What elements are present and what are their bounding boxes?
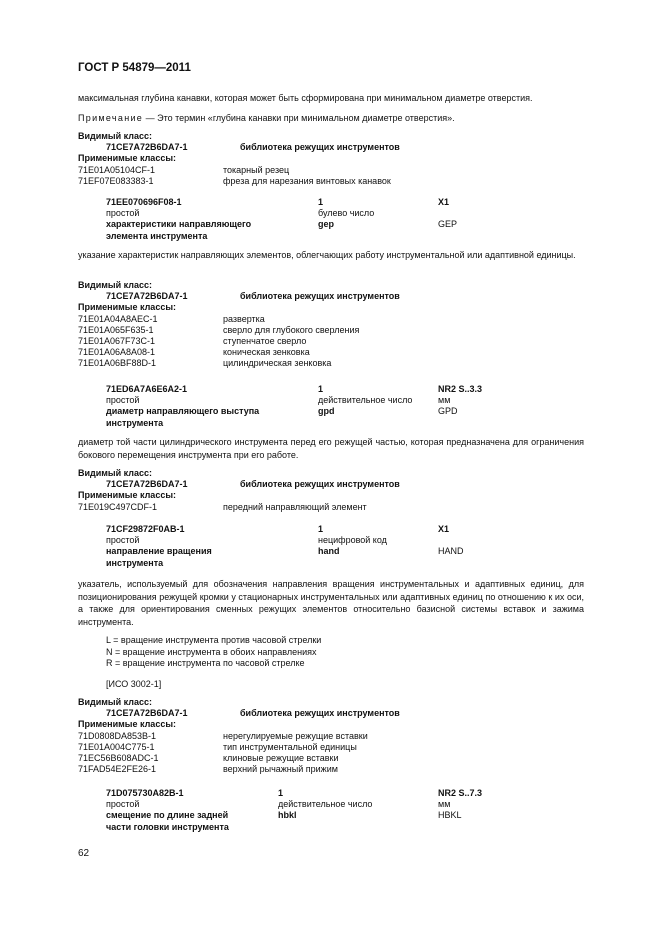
property-block xyxy=(106,524,606,569)
property-code: X1 xyxy=(438,524,450,534)
property-type-row xyxy=(106,208,606,219)
list-item: L = вращение инструмента против часовой стрелки xyxy=(106,635,322,645)
property-id: 71EE070696F08-1 xyxy=(106,197,182,207)
section-classes xyxy=(78,468,588,513)
property-kind: простой xyxy=(106,535,140,546)
property-name: диаметр направляющего выступа xyxy=(106,406,260,417)
applicable-class-name: развертка xyxy=(223,313,265,324)
property-type-row xyxy=(106,535,606,546)
property-code: NR2 S..3.3 xyxy=(438,384,483,394)
property-kind: простой xyxy=(106,395,140,406)
visible-class-row xyxy=(78,708,588,719)
property-type-row xyxy=(106,395,606,406)
applicable-class-row xyxy=(78,347,588,358)
visible-class-row xyxy=(78,291,588,302)
property-type-row xyxy=(106,799,606,810)
property-description: указатель, используемый для обозначения направления вращения инструментальных и адаптивных единиц, для позиционирования режущей кромки у стационарных инструментальных или адаптивных единиц по отношению к их оси, а также для ориентирования сменных режущих элементов относительно базисной системы вставок и зажима инструмента. xyxy=(78,579,584,627)
applicable-class-row xyxy=(78,764,588,775)
property-id: 71CF29872F0AB-1 xyxy=(106,524,185,534)
applicable-class-row xyxy=(78,314,588,325)
property-name: характеристики направляющего xyxy=(106,219,252,230)
property-short-name: hbkl xyxy=(278,810,297,821)
property-header-row xyxy=(106,788,606,799)
applicable-class-name: фреза для нарезания винтовых канавок xyxy=(223,175,391,186)
visible-class-label: Видимый класс: xyxy=(78,697,152,707)
property-name-row-2 xyxy=(106,822,606,833)
property-name-row xyxy=(106,406,606,417)
property-name-row-2 xyxy=(106,231,606,242)
property-name-row xyxy=(106,810,606,821)
applicable-class-name: коническая зенковка xyxy=(223,347,310,358)
applicable-classes-label: Применимые классы: xyxy=(78,302,177,313)
intro-paragraph: максимальная глубина канавки, которая может быть сформирована при минимальном диаметре отверстия. xyxy=(78,93,533,103)
applicable-class-name: токарный резец xyxy=(223,164,290,175)
visible-class-row xyxy=(78,142,588,153)
section-classes xyxy=(78,131,588,187)
applicable-class-name: сверло для глубокого сверления xyxy=(223,324,360,335)
visible-class-row xyxy=(78,479,588,490)
property-name-cont: части головки инструмента xyxy=(106,821,229,832)
property-short-name: gpd xyxy=(318,406,335,417)
property-description: диаметр той части цилиндрического инструмента перед его режущей частью, которая предназначена для ограничения бокового перемещения инструмента при его работе. xyxy=(78,437,584,460)
applicable-class-name: цилиндрическая зенковка xyxy=(223,358,332,369)
applicable-class-id: 71D0808DA853B-1 xyxy=(78,730,157,741)
list-item: N = вращение инструмента в обоих направлениях xyxy=(106,646,317,657)
section-classes xyxy=(78,280,588,370)
property-header-row xyxy=(106,197,606,208)
property-short-upper: GPD xyxy=(438,406,458,417)
applicable-class-name: нерегулируемые режущие вставки xyxy=(223,730,368,741)
property-num: 1 xyxy=(318,524,324,534)
applicable-class-row xyxy=(78,165,588,176)
property-short-name: hand xyxy=(318,546,340,557)
value-list xyxy=(106,635,321,670)
visible-class-id: 71CE7A72B6DA7-1 xyxy=(106,291,188,302)
property-short-upper: GEP xyxy=(438,219,458,230)
property-id: 71ED6A7A6E6A2-1 xyxy=(106,384,188,394)
property-name-cont: элемента инструмента xyxy=(106,230,208,241)
applicable-class-row xyxy=(78,753,588,764)
note-text: — Это термин «глубина канавки при минимальном диаметре отверстия». xyxy=(143,113,455,123)
applicable-classes-label: Применимые классы: xyxy=(78,490,177,501)
property-block xyxy=(106,788,606,833)
visible-class-name: библиотека режущих инструментов xyxy=(240,291,400,302)
note-paragraph xyxy=(78,112,584,125)
document-header: ГОСТ Р 54879—2011 xyxy=(78,62,191,74)
applicable-class-row xyxy=(78,731,588,742)
property-name: смещение по длине задней xyxy=(106,810,229,821)
page-number: 62 xyxy=(78,848,90,859)
applicable-class-name: тип инструментальной единицы xyxy=(223,741,357,752)
applicable-class-row xyxy=(78,502,588,513)
visible-class-label: Видимый класс: xyxy=(78,280,152,290)
visible-class-name: библиотека режущих инструментов xyxy=(240,479,400,490)
applicable-class-id: 71FAD54E2FE26-1 xyxy=(78,764,157,775)
applicable-class-row xyxy=(78,742,588,753)
applicable-class-row xyxy=(78,358,588,369)
property-type: действительное число xyxy=(318,395,413,406)
property-short-upper: HBKL xyxy=(438,810,462,821)
visible-class-id: 71CE7A72B6DA7-1 xyxy=(106,479,188,490)
property-type: нецифровой код xyxy=(318,535,387,546)
applicable-class-id: 71E01A065F635-1 xyxy=(78,324,154,335)
applicable-class-row xyxy=(78,336,588,347)
applicable-class-id: 71E01A06A8A08-1 xyxy=(78,347,156,358)
property-short-name: gep xyxy=(318,219,335,230)
applicable-class-row xyxy=(78,176,588,187)
property-num: 1 xyxy=(278,788,284,798)
property-unit: мм xyxy=(438,395,451,406)
property-header-row xyxy=(106,384,606,395)
section-classes xyxy=(78,697,588,775)
applicable-class-id: 71EC56B608ADC-1 xyxy=(78,753,159,764)
property-name-row xyxy=(106,219,606,230)
applicable-class-id: 71E01A05104CF-1 xyxy=(78,164,156,175)
property-num: 1 xyxy=(318,197,324,207)
property-block xyxy=(106,384,606,429)
property-name-row xyxy=(106,546,606,557)
applicable-class-id: 71E01A004C775-1 xyxy=(78,741,155,752)
property-unit xyxy=(438,208,588,219)
property-kind: простой xyxy=(106,799,140,810)
applicable-class-name: передний направляющий элемент xyxy=(223,501,367,512)
reference: [ИСО 3002-1] xyxy=(106,679,162,689)
property-name-cont: инструмента xyxy=(106,417,164,428)
property-code: X1 xyxy=(438,197,450,207)
applicable-class-name: ступенчатое сверло xyxy=(223,336,307,347)
visible-class-id: 71CE7A72B6DA7-1 xyxy=(106,708,188,719)
property-unit xyxy=(438,535,588,546)
visible-class-label: Видимый класс: xyxy=(78,468,152,478)
property-description: указание характеристик направляющих элементов, облегчающих работу инструментальной или адаптивной единицы. xyxy=(78,250,576,260)
visible-class-label: Видимый класс: xyxy=(78,131,152,141)
applicable-class-id: 71E01A067F73C-1 xyxy=(78,336,156,347)
property-id: 71D075730A82B-1 xyxy=(106,788,184,798)
note-label: Примечание xyxy=(78,113,144,123)
property-type: булево число xyxy=(318,208,375,219)
property-type: действительное число xyxy=(278,799,373,810)
property-name-row-2 xyxy=(106,418,606,429)
property-code: NR2 S..7.3 xyxy=(438,788,483,798)
property-num: 1 xyxy=(318,384,324,394)
applicable-class-row xyxy=(78,325,588,336)
applicable-class-id: 71E019C497CDF-1 xyxy=(78,501,158,512)
applicable-class-name: верхний рычажный прижим xyxy=(223,764,338,775)
property-name-cont: инструмента xyxy=(106,557,164,568)
visible-class-id: 71CE7A72B6DA7-1 xyxy=(106,142,188,153)
property-block xyxy=(106,197,606,242)
list-item: R = вращение инструмента по часовой стрелке xyxy=(106,658,305,668)
property-header-row xyxy=(106,524,606,535)
applicable-class-id: 71E01A04A8AEC-1 xyxy=(78,313,158,324)
applicable-class-name: клиновые режущие вставки xyxy=(223,753,339,764)
applicable-class-id: 71EF07E083383-1 xyxy=(78,175,154,186)
property-short-upper: HAND xyxy=(438,546,464,557)
property-unit: мм xyxy=(438,799,451,810)
property-kind: простой xyxy=(106,208,140,219)
applicable-class-id: 71E01A06BF88D-1 xyxy=(78,358,157,369)
visible-class-name: библиотека режущих инструментов xyxy=(240,708,400,719)
property-name: направление вращения xyxy=(106,546,212,557)
visible-class-name: библиотека режущих инструментов xyxy=(240,142,400,153)
property-name-row-2 xyxy=(106,558,606,569)
applicable-classes-label: Применимые классы: xyxy=(78,719,177,730)
applicable-classes-label: Применимые классы: xyxy=(78,153,177,164)
